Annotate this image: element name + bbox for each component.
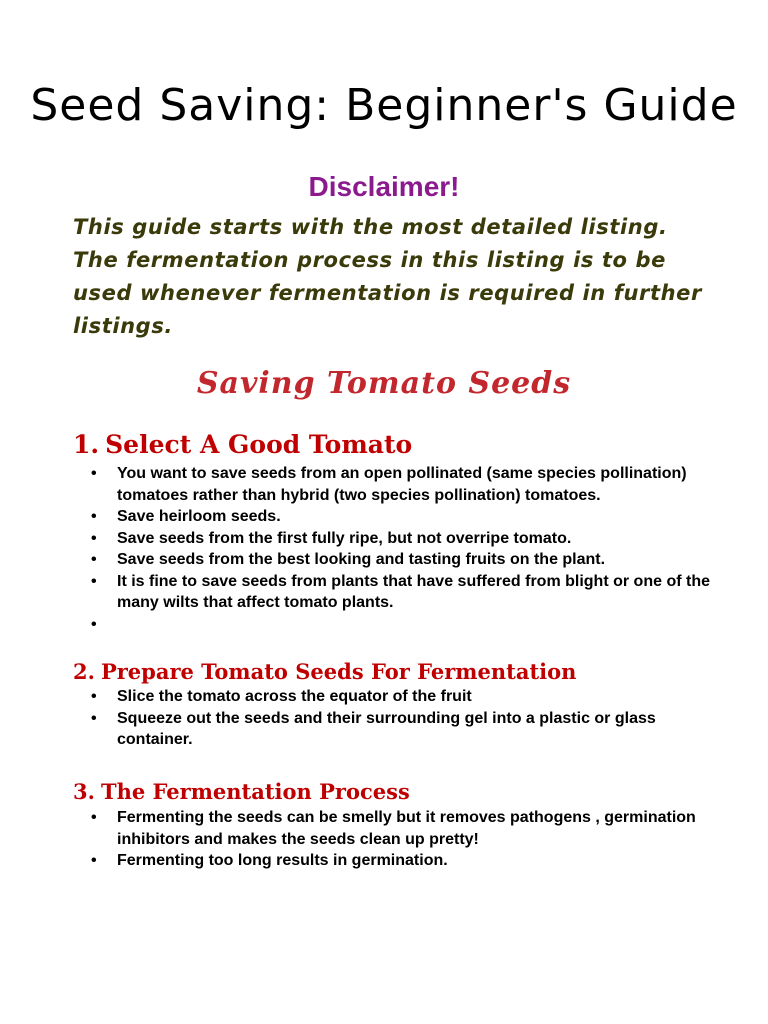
document-title: Seed Saving: Beginner's Guide (30, 80, 738, 131)
step-1-bullet-list (117, 463, 717, 635)
step-3-heading (73, 777, 410, 807)
step-1-heading (73, 428, 412, 462)
step-2-bullet-list (117, 686, 717, 751)
disclaimer-heading: Disclaimer! (308, 171, 460, 202)
step-number: 3. (73, 779, 95, 804)
section-title: Saving Tomato Seeds (196, 366, 572, 401)
list-item: • Slice the tomato across the equator of the fruit (117, 686, 717, 708)
step-number: 2. (73, 659, 95, 684)
list-item-empty (117, 614, 717, 636)
step-2-heading (73, 657, 576, 687)
list-item: • You want to save seeds from an open pollinated (same species pollination) tomatoes rather than hybrid (two species pollination) tomatoes. (117, 463, 717, 506)
list-item: • Fermenting too long results in germination. (117, 850, 717, 872)
step-3-bullet-list (117, 807, 717, 872)
step-number: 1. (73, 430, 100, 459)
disclaimer-text: This guide starts with the most detailed listing. The fermentation process in this listing is to be used whenever fermentation is required in further listings. (73, 215, 702, 338)
step-title: The Fermentation Process (100, 779, 410, 804)
step-title: Prepare Tomato Seeds For Fermentation (100, 659, 577, 684)
list-item: • It is fine to save seeds from plants that have suffered from blight or one of the many wilts that affect tomato plants. (117, 571, 717, 614)
step-title: Select A Good Tomato (105, 430, 413, 459)
list-item: • Squeeze out the seeds and their surrounding gel into a plastic or glass container. (117, 708, 717, 751)
list-item: • Fermenting the seeds can be smelly but it removes pathogens , germination inhibitors and makes the seeds clean up pretty! (117, 807, 717, 850)
list-item: • Save seeds from the first fully ripe, but not overripe tomato. (117, 528, 717, 550)
list-item: • Save heirloom seeds. (117, 506, 717, 528)
list-item: • Save seeds from the best looking and tasting fruits on the plant. (117, 549, 717, 571)
